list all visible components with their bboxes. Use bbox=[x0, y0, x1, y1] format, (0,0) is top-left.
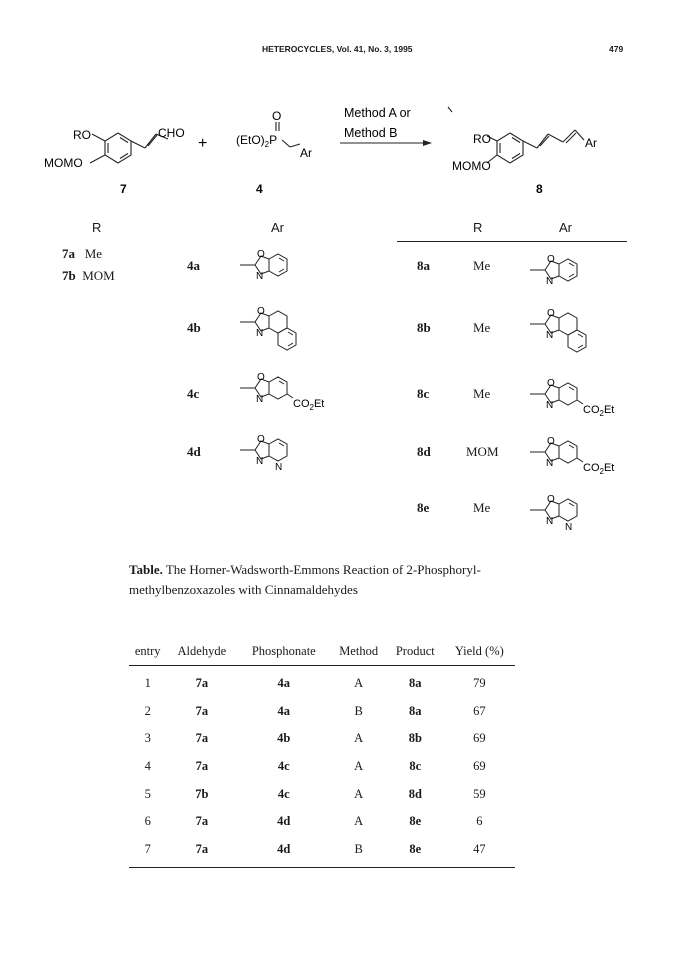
svg-text:O: O bbox=[547, 494, 555, 505]
method-cell: B bbox=[330, 836, 387, 868]
column-header: Phosphonate bbox=[237, 638, 330, 666]
aldehyde-cell: 7a bbox=[195, 759, 209, 774]
entry-cell: 2 bbox=[144, 703, 151, 718]
product-ar-label: Ar bbox=[585, 136, 597, 150]
aldehyde-cell: 7a bbox=[195, 814, 209, 829]
caption-text-1: The Horner-Wadsworth-Emmons Reaction of 2-Phosphoryl- bbox=[162, 562, 481, 577]
column-header: Aldehyde bbox=[166, 638, 237, 666]
product-r: Me bbox=[473, 500, 491, 515]
product-cell: 8a bbox=[409, 676, 422, 691]
yield-cell: 69 bbox=[473, 759, 486, 774]
entry-cell: 3 bbox=[144, 731, 151, 746]
phosphonate-cell: 4a bbox=[277, 703, 291, 718]
table-row bbox=[129, 836, 515, 868]
method-cell: A bbox=[354, 731, 364, 746]
entry-cell: 1 bbox=[144, 676, 151, 691]
aldehyde-id: 7a bbox=[62, 246, 75, 261]
yield-cell: 59 bbox=[473, 786, 486, 801]
oxazolopyridinyl-structure bbox=[235, 430, 305, 474]
product-cell: 8a bbox=[409, 703, 422, 718]
table-row bbox=[129, 666, 515, 698]
yield-cell: 47 bbox=[444, 836, 515, 868]
aldehyde-cell: 7a bbox=[166, 836, 237, 868]
phosphonate-id: 4a bbox=[187, 258, 200, 273]
table-header-row bbox=[129, 638, 515, 666]
svg-text:O: O bbox=[547, 308, 555, 319]
svg-text:N: N bbox=[546, 516, 554, 527]
svg-text:O: O bbox=[257, 249, 265, 260]
ethoxycarbonyl-benzoxazolyl-structure bbox=[525, 432, 645, 476]
aldehyde-cell: 7a bbox=[195, 703, 209, 718]
svg-text:N: N bbox=[256, 394, 264, 405]
svg-text:O: O bbox=[547, 436, 555, 447]
method-cell: A bbox=[354, 786, 364, 801]
product-cell: 8c bbox=[409, 759, 422, 774]
yield-cell: 67 bbox=[473, 703, 486, 718]
reaction-scheme bbox=[0, 0, 676, 220]
left-ar-header: Ar bbox=[271, 220, 284, 235]
ethoxycarbonyl-benzoxazolyl-structure bbox=[235, 368, 345, 412]
phosphonate-oxygen-label: O bbox=[272, 109, 282, 123]
entry-cell: 5 bbox=[144, 786, 151, 801]
aldehyde-momo-label: MOMO bbox=[44, 156, 83, 170]
svg-text:O: O bbox=[547, 254, 555, 265]
journal-header: HETEROCYCLES, Vol. 41, No. 3, 1995 bbox=[262, 44, 413, 54]
plus-sign: + bbox=[198, 135, 208, 152]
left-r-header: R bbox=[92, 220, 102, 235]
aldehyde-id: 7b bbox=[62, 268, 76, 283]
column-header: entry bbox=[129, 638, 166, 666]
oxazolopyridinyl-structure bbox=[525, 490, 595, 534]
svg-text:O: O bbox=[257, 434, 265, 445]
product-id: 8a bbox=[417, 258, 430, 273]
svg-text:N: N bbox=[546, 330, 554, 341]
yield-cell: 79 bbox=[473, 676, 486, 691]
caption-label: Table. bbox=[129, 562, 163, 577]
aldehyde-ro-label: RO bbox=[73, 128, 91, 142]
svg-text:CO2Et: $CO_2Et$ bbox=[583, 404, 615, 418]
benzene-ring-product bbox=[497, 133, 523, 163]
yield-cell: 6 bbox=[476, 814, 483, 829]
aldehyde-row bbox=[62, 268, 115, 284]
aldehyde-cell: 7a bbox=[195, 676, 209, 691]
aldehyde-cell: 7b bbox=[195, 786, 209, 801]
product-id: 8d bbox=[417, 444, 431, 459]
yield-cell: 69 bbox=[473, 731, 486, 746]
phosphonate-cell: 4a bbox=[277, 676, 291, 691]
product-r: MOM bbox=[466, 444, 499, 459]
page-number: 479 bbox=[609, 44, 624, 54]
svg-text:O: O bbox=[547, 378, 555, 389]
phosphonate-id: 4c bbox=[187, 386, 200, 401]
svg-text:N: N bbox=[275, 462, 283, 473]
product-cell: 8e bbox=[409, 814, 422, 829]
caption-text-2: methylbenzoxazoles with Cinnamaldehydes bbox=[129, 582, 358, 597]
benzoxazolyl-structure bbox=[525, 250, 595, 290]
product-cell: 8e bbox=[387, 836, 444, 868]
phosphonate-cell: 4d bbox=[277, 814, 291, 829]
svg-text:N: N bbox=[546, 400, 554, 411]
product-id: 8e bbox=[417, 500, 430, 515]
table-row bbox=[129, 808, 515, 836]
table-row bbox=[129, 725, 515, 753]
entry-cell: 7 bbox=[129, 836, 166, 868]
benzoxazolyl-structure bbox=[235, 245, 305, 285]
phosphonate-cell: 4c bbox=[277, 786, 290, 801]
aldehyde-r: MOM bbox=[82, 268, 115, 283]
svg-text:N: N bbox=[256, 456, 264, 467]
table-row bbox=[129, 698, 515, 726]
product-ro-label: RO bbox=[473, 132, 491, 146]
svg-text:CO2Et: $CO_2Et$ bbox=[583, 462, 615, 476]
product-r: Me bbox=[473, 386, 491, 401]
naphthoxazolyl-structure bbox=[525, 300, 605, 358]
phosphonate-label bbox=[236, 133, 277, 149]
compound-8-label: 8 bbox=[536, 182, 543, 196]
aldehyde-cell: 7a bbox=[195, 731, 209, 746]
ethoxycarbonyl-benzoxazolyl-structure bbox=[525, 374, 645, 418]
product-cell: 8d bbox=[408, 786, 422, 801]
product-momo-label: MOMO bbox=[452, 159, 491, 173]
column-header: Product bbox=[387, 638, 444, 666]
right-table-rule bbox=[397, 241, 627, 242]
column-header: Method bbox=[330, 638, 387, 666]
table-row bbox=[129, 780, 515, 808]
phosphonate-p-label: P bbox=[269, 133, 278, 147]
method-cell: A bbox=[354, 676, 364, 691]
column-header: Yield (%) bbox=[444, 638, 515, 666]
phosphonate-cell: 4c bbox=[277, 759, 290, 774]
phosphonate-id: 4d bbox=[187, 444, 201, 459]
aldehyde-row bbox=[62, 246, 102, 262]
svg-text:N: N bbox=[546, 276, 554, 287]
co2et-label: $CO_2Et$ bbox=[293, 398, 325, 412]
naphthoxazolyl-structure bbox=[235, 298, 315, 356]
aldehyde-cho-label: CHO bbox=[158, 126, 185, 140]
phosphonate-id: 4b bbox=[187, 320, 201, 335]
phosphonate-ester-label: (EtO) bbox=[236, 133, 265, 147]
phosphonate-cell: 4d bbox=[237, 836, 330, 868]
product-r: Me bbox=[473, 320, 491, 335]
method-line-2: Method B bbox=[344, 126, 398, 140]
entry-cell: 4 bbox=[144, 759, 151, 774]
product-id: 8b bbox=[417, 320, 431, 335]
method-line-1: Method A or bbox=[344, 106, 411, 120]
method-cell: A bbox=[354, 759, 364, 774]
product-r: Me bbox=[473, 258, 491, 273]
benzene-ring-aldehyde bbox=[105, 133, 131, 163]
svg-text:N: N bbox=[256, 271, 264, 282]
phosphonate-cell: 4b bbox=[277, 731, 291, 746]
svg-text:O: O bbox=[257, 372, 265, 383]
method-cell: B bbox=[354, 703, 363, 718]
right-r-header: R bbox=[473, 220, 483, 235]
table-row bbox=[129, 753, 515, 781]
compound-4-label: 4 bbox=[256, 182, 263, 196]
aldehyde-r: Me bbox=[84, 246, 103, 261]
product-cell: 8b bbox=[408, 731, 422, 746]
table-caption bbox=[129, 560, 589, 600]
svg-text:N: N bbox=[546, 458, 554, 469]
product-id: 8c bbox=[417, 386, 430, 401]
svg-text:O: O bbox=[257, 306, 265, 317]
svg-text:N: N bbox=[256, 328, 264, 339]
right-ar-header: Ar bbox=[559, 220, 572, 235]
phosphonate-subscript: 2 bbox=[264, 140, 270, 149]
entry-cell: 6 bbox=[144, 814, 151, 829]
results-table bbox=[129, 638, 515, 868]
compound-7-label: 7 bbox=[120, 182, 127, 196]
phosphonate-ar-label: Ar bbox=[300, 146, 312, 160]
method-cell: A bbox=[354, 814, 364, 829]
svg-text:N: N bbox=[565, 522, 573, 533]
